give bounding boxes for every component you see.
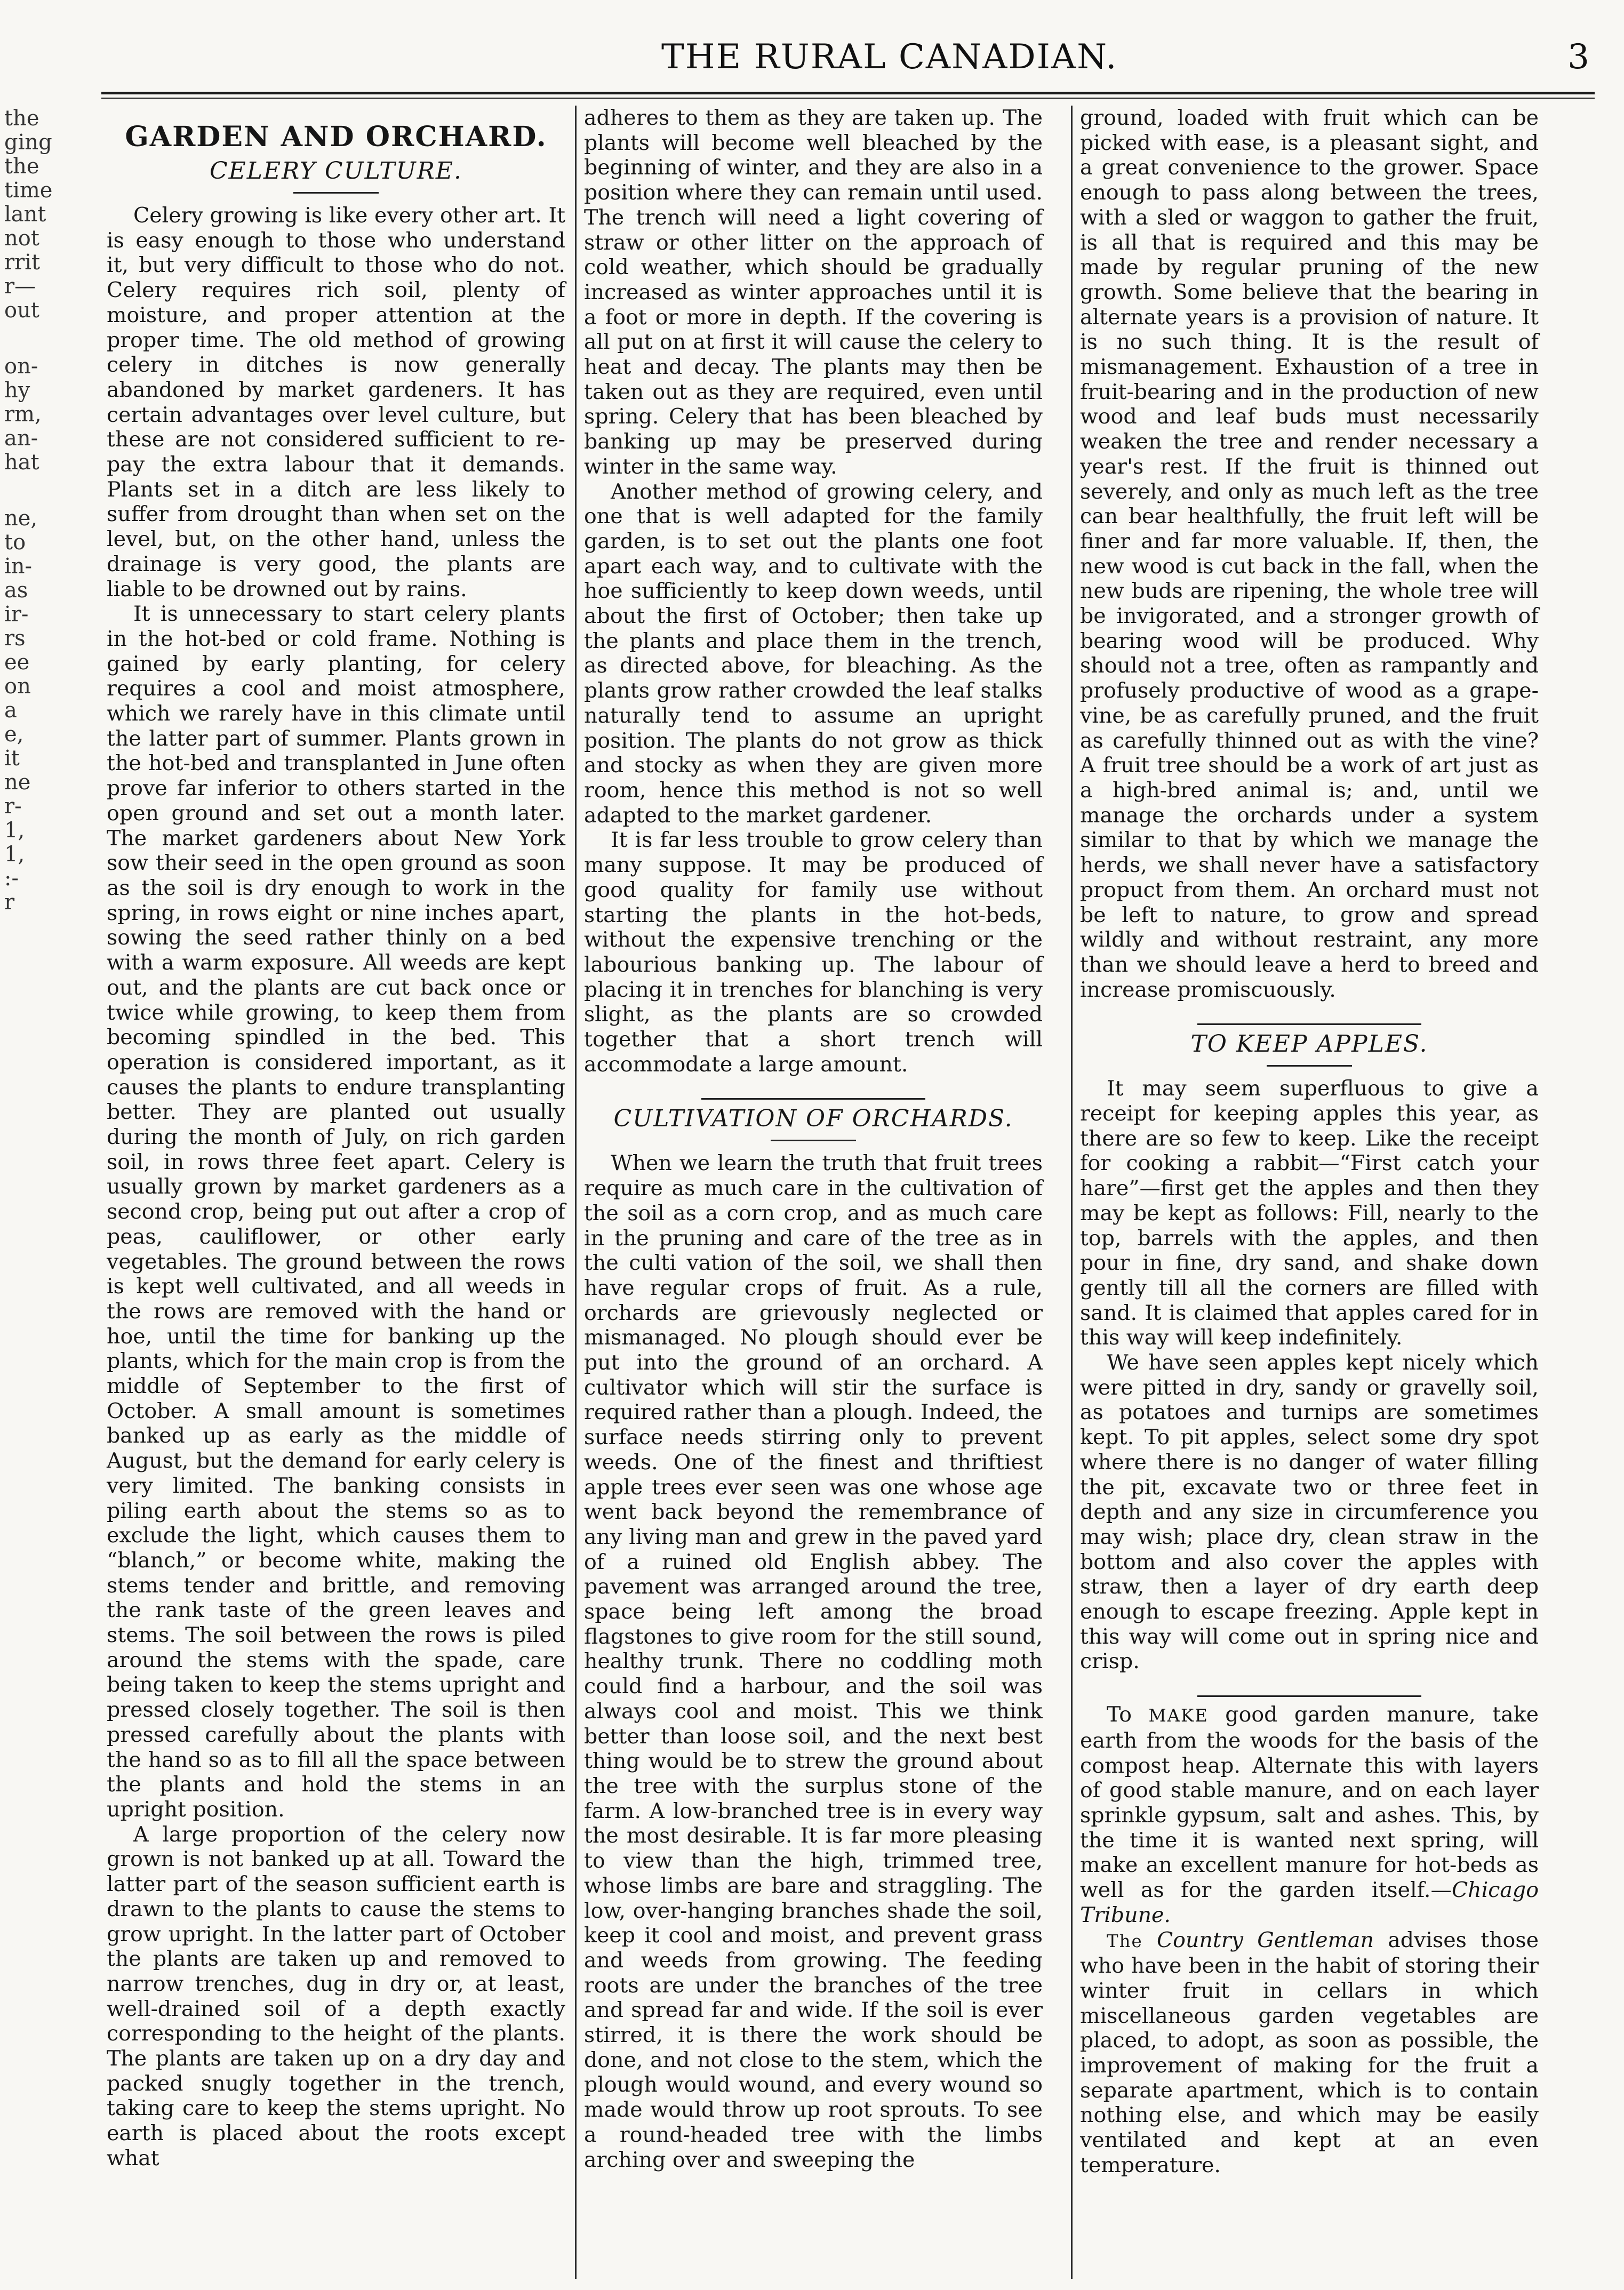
article-paragraph: Another method of growing celery, and one that is well adapted for the family garden, is to set out the plants one foot apart each way, and to cultivate with the hoe sufficiently to keep down weeds, until about the first of October; then take up the plants and place them in the trench, as directed above, for bleaching. As the plants grow rather crowded the leaf stalks naturally tend to assume an upright position. The plants do not grow as thick and stocky as when they are given more room, hence this method is not so well adapted to the market gardener. xyxy=(584,479,1043,828)
edge-fragment: hat xyxy=(4,450,39,475)
edge-fragment: time xyxy=(4,178,53,203)
article-separator xyxy=(1197,1695,1421,1697)
page-header xyxy=(101,37,1595,85)
edge-fragment: a xyxy=(4,698,17,723)
page-number: 3 xyxy=(1567,37,1589,77)
edge-fragment: in- xyxy=(4,554,33,579)
edge-fragment: lant xyxy=(4,202,46,227)
header-rule-thin xyxy=(101,98,1595,99)
edge-fragment: r xyxy=(4,890,15,915)
section-title: GARDEN AND ORCHARD. xyxy=(125,121,547,153)
edge-fragment: on xyxy=(4,674,31,699)
article-title-orchards: CULTIVATION OF ORCHARDS. xyxy=(613,1105,1013,1133)
title-rule xyxy=(771,1140,856,1141)
article-paragraph: It is unnecessary to start celery plants in the hot-bed or cold frame. Nothing is gained by early planting, for celery requires a cool and moist atmosphere, which we rarely have in this climate until the latter part of summer. Plants grown in the hot-bed and transplanted in June often prove far inferior to others started in the open ground and set out a month later. The market gardeners about New York sow their seed in the open ground as soon as the soil is dry enough to work in the spring, in rows eight or nine inches apart, sowing the seed rather thinly on a bed with a warm exposure. All weeds are kept out, and the plants are cut back once or twice while growing, to keep them from becoming spindled in the bed. This operation is considered important, as it causes the plants to endure transplanting better. They are planted out usually during the month of July, on rich garden soil, in rows three feet apart. Celery is usually grown by market gardeners as a second crop, being put out after a crop of peas, cauliflower, or other early vegetables. The ground between the rows is kept well cultivated, and all weeds in the rows are removed with the hand or hoe, until the time for banking up the plants, which for the main crop is from the middle of September to the first of October. A small amount is sometimes banked up as early as the middle of August, but the demand for early celery is very limited. The banking consists in piling earth about the stems so as to exclude the light, which causes them to “blanch,” or become white, making the stems tender and brittle, and removing the rank taste of the green leaves and stems. The soil between the rows is piled around the stems with the spade, care being taken to keep the stems upright and pressed closely together. The soil is then pressed carefully about the plants with the hand so as to fill all the space between the plants and hold the stems in an upright position. xyxy=(107,602,565,1822)
manure-lead-caps: MAKE xyxy=(1148,1706,1209,1726)
header-rule-thick xyxy=(101,92,1595,94)
manure-body: good garden manure, take earth from the woods for the basis of the compost heap. Alternate this with layers of good stable manure, and on each layer sprinkle gypsum, salt and ashes. This, by the time it is wanted next spring, will make an excellent manure for hot-beds as well as for the garden itself.— xyxy=(1080,1702,1539,1903)
column-3 xyxy=(1080,106,1539,2178)
article-paragraph: We have seen apples kept nicely which were pitted in dry, sandy or gravelly soil, as potatoes and turnips are sometimes kept. To pit apples, select some dry spot where there is no danger of water filling the pit, excavate two or three feet in depth and any size in circumference you may wish; place dry, clean straw in the bottom and also cover the apples with straw, then a layer of dry earth deep enough to escape freezing. Apple kept in this way will come out in spring nice and crisp. xyxy=(1080,1350,1539,1674)
edge-fragment: 1, xyxy=(4,842,25,867)
gentleman-lead: The xyxy=(1107,1931,1143,1951)
manure-paragraph xyxy=(1080,1702,1539,1927)
article-separator xyxy=(1197,1023,1421,1025)
edge-fragment: an- xyxy=(4,426,38,451)
column-divider xyxy=(575,106,577,2279)
edge-fragment: to xyxy=(4,530,26,555)
edge-fragment: not xyxy=(4,226,39,251)
edge-fragment: r— xyxy=(4,274,36,299)
edge-fragment: on- xyxy=(4,354,38,379)
gentleman-paragraph xyxy=(1080,1928,1539,2178)
edge-gap xyxy=(4,475,66,507)
edge-fragment: rrit xyxy=(4,250,41,275)
gentleman-body: advises those who have been in the habit of storing their winter fruit in cellars in which miscellaneous garden vegetables are placed, to adopt, as soon as possible, the improvement of making for the fruit a separate apartment, which is to contain nothing else, and which may be easily ventilated and kept at an even temperature. xyxy=(1080,1927,1539,2177)
column-divider xyxy=(1071,106,1073,2279)
edge-fragment: ne, xyxy=(4,506,38,531)
previous-page-edge-text xyxy=(4,107,66,915)
edge-fragment: out xyxy=(4,298,39,323)
edge-fragment: the xyxy=(4,106,39,131)
edge-fragment: :- xyxy=(4,866,19,891)
article-separator xyxy=(701,1098,925,1100)
edge-fragment: as xyxy=(4,578,28,603)
edge-fragment: the xyxy=(4,154,39,179)
edge-fragment: e, xyxy=(4,722,24,747)
title-rule xyxy=(1267,1065,1352,1067)
article-paragraph: When we learn the truth that fruit trees require as much care in the cultivation of the soil as a corn crop, and as much care in the pruning and care of the tree as in the culti vation of the soil, we shall then have regular crops of fruit. As a rule, orchards are grievously neglected or mismanaged. No plough should ever be put into the ground of an orchard. A cultivator which will stir the surface is required rather than a plough. Indeed, the surface needs stirring only to prevent weeds. One of the finest and thriftiest apple trees ever seen was one whose age went back beyond the remembrance of any living man and grew in the paved yard of a ruined old English abbey. The pavement was arranged around the tree, space being left among the broad flagstones to give room for the still sound, healthy trunk. There no coddling moth could find a harbour, and the soil was always cool and moist. This we think better than loose soil, and the next best thing would be to strew the ground about the tree with the surplus stone of the farm. A low-branched tree is in every way the most desirable. It is far more pleasing to view than the high, trimmed tree, whose limbs are bare and straggling. The low, over-hanging branches shade the soil, keep it cool and moist, and prevent grass and weeds from growing. The feeding roots are under the branches of the tree and spread far and wide. If the soil is ever stirred, it is there the work should be done, and not close to the stem, which the plough would wound, and every wound so made would throw up root sprouts. To see a round-headed tree with the limbs arching over and sweeping the xyxy=(584,1151,1043,2172)
edge-fragment: 1, xyxy=(4,818,25,843)
article-paragraph: It may seem superfluous to give a receipt for keeping apples this year, as there are so few to keep. Like the receipt for cooking a rabbit—“First catch your hare”—first get the apples and then they may be kept as follows: Fill, nearly to the top, barrels with the apples, and then pour in fine, dry sand, and shake down gently till all the corners are filled with sand. It is claimed that apples cared for in this way will keep indefinitely. xyxy=(1080,1076,1539,1350)
manure-source: Chicago Tribune. xyxy=(1080,1878,1539,1927)
article-title-apples: TO KEEP APPLES. xyxy=(1190,1030,1428,1058)
publication-name: Country Gentleman xyxy=(1156,1927,1374,1952)
edge-fragment: ee xyxy=(4,650,30,675)
article-title-celery: CELERY CULTURE. xyxy=(210,157,462,185)
title-rule xyxy=(293,192,379,194)
column-1 xyxy=(107,106,565,2171)
article-paragraph: adheres to them as they are taken up. The plants will become well bleached by the beginning of winter, and they are also in a position where they can remain until used. The trench will need a light covering of straw or other litter on the approach of cold weather, which should be gradually increased as winter approaches until it is a foot or more in depth. If the covering is all put on at first it will cause the celery to heat and decay. The plants may then be taken out as they are required, even until spring. Celery that has been bleached by banking up may be preserved during winter in the same way. xyxy=(584,106,1043,479)
edge-fragment: ir- xyxy=(4,602,29,627)
edge-gap xyxy=(4,323,66,355)
edge-fragment: ne xyxy=(4,770,31,795)
manure-lead: To xyxy=(1107,1702,1132,1727)
column-2 xyxy=(584,106,1043,2172)
article-paragraph: A large proportion of the celery now grown is not banked up at all. Toward the latter part of the season sufficient earth is drawn to the plants to cause the stems to grow upright. In the latter part of October the plants are taken up and removed to narrow trenches, dug in dry or, at least, well-drained soil of a depth exactly corresponding to the height of the plants. The plants are taken up on a dry day and packed snugly together in the trench, taking care to keep the stems upright. No earth is placed about the roots except what xyxy=(107,1822,565,2171)
edge-fragment: rs xyxy=(4,626,26,651)
edge-fragment: r- xyxy=(4,794,22,819)
edge-fragment: hy xyxy=(4,378,30,403)
article-paragraph: Celery growing is like every other art. It is easy enough to those who understand it, but very difficult to those who do not. Celery requires rich soil, plenty of moisture, and proper attention at the proper time. The old method of growing celery in ditches is now generally abandoned by market gardeners. It has certain advantages over level culture, but these are not considered sufficient to repay the extra labour that it demands. Plants set in a ditch are less likely to suffer from drought than when set on the level, but, on the other hand, unless the drainage is very good, the plants are liable to be drowned out by rains. xyxy=(107,203,565,602)
article-paragraph: It is far less trouble to grow celery than many suppose. It may be produced of good quality for family use without starting the plants in the hot-beds, without the expensive trenching or the labourious banking up. The labour of placing it in trenches for blanching is very slight, as the plants are so crowded together that a short trench will accommodate a large amount. xyxy=(584,828,1043,1077)
edge-fragment: ging xyxy=(4,130,52,155)
edge-fragment: it xyxy=(4,746,20,771)
article-paragraph: ground, loaded with fruit which can be picked with ease, is a pleasant sight, and a great convenience to the grower. Space enough to pass along between the trees, with a sled or waggon to gather the fruit, is all that is required and this may be made by regular pruning of the new growth. Some believe that the bearing in alternate years is a provision of nature. It is no such thing. It is the result of mismanagement. Exhaustion of a tree in fruit-bearing and in the production of new wood and leaf buds must necessarily weaken the tree and render necessary a year's rest. If the fruit is thinned out severely, and only as much left as the tree can bear healthfully, the fruit left will be finer and far more valuable. If, then, the new wood is cut back in the fall, when the new buds are ripening, the whole tree will be invigorated, and a stronger growth of bearing wood will be produced. Why should not a tree, often as rampantly and profusely productive of wood as a grape-vine, be as carefully pruned, and the fruit as carefully thinned out as with the vine? A fruit tree should be a work of art just as a high-bred animal is; and, until we manage the orchards under a system similar to that by which we manage the herds, we shall never have a satisfactory propuct from them. An orchard must not be left to nature, to grow and spread wildly and without restraint, any more than we should leave a herd to breed and increase promiscuously. xyxy=(1080,106,1539,1002)
newspaper-title: THE RURAL CANADIAN. xyxy=(661,37,1118,77)
edge-fragment: rm, xyxy=(4,402,42,427)
